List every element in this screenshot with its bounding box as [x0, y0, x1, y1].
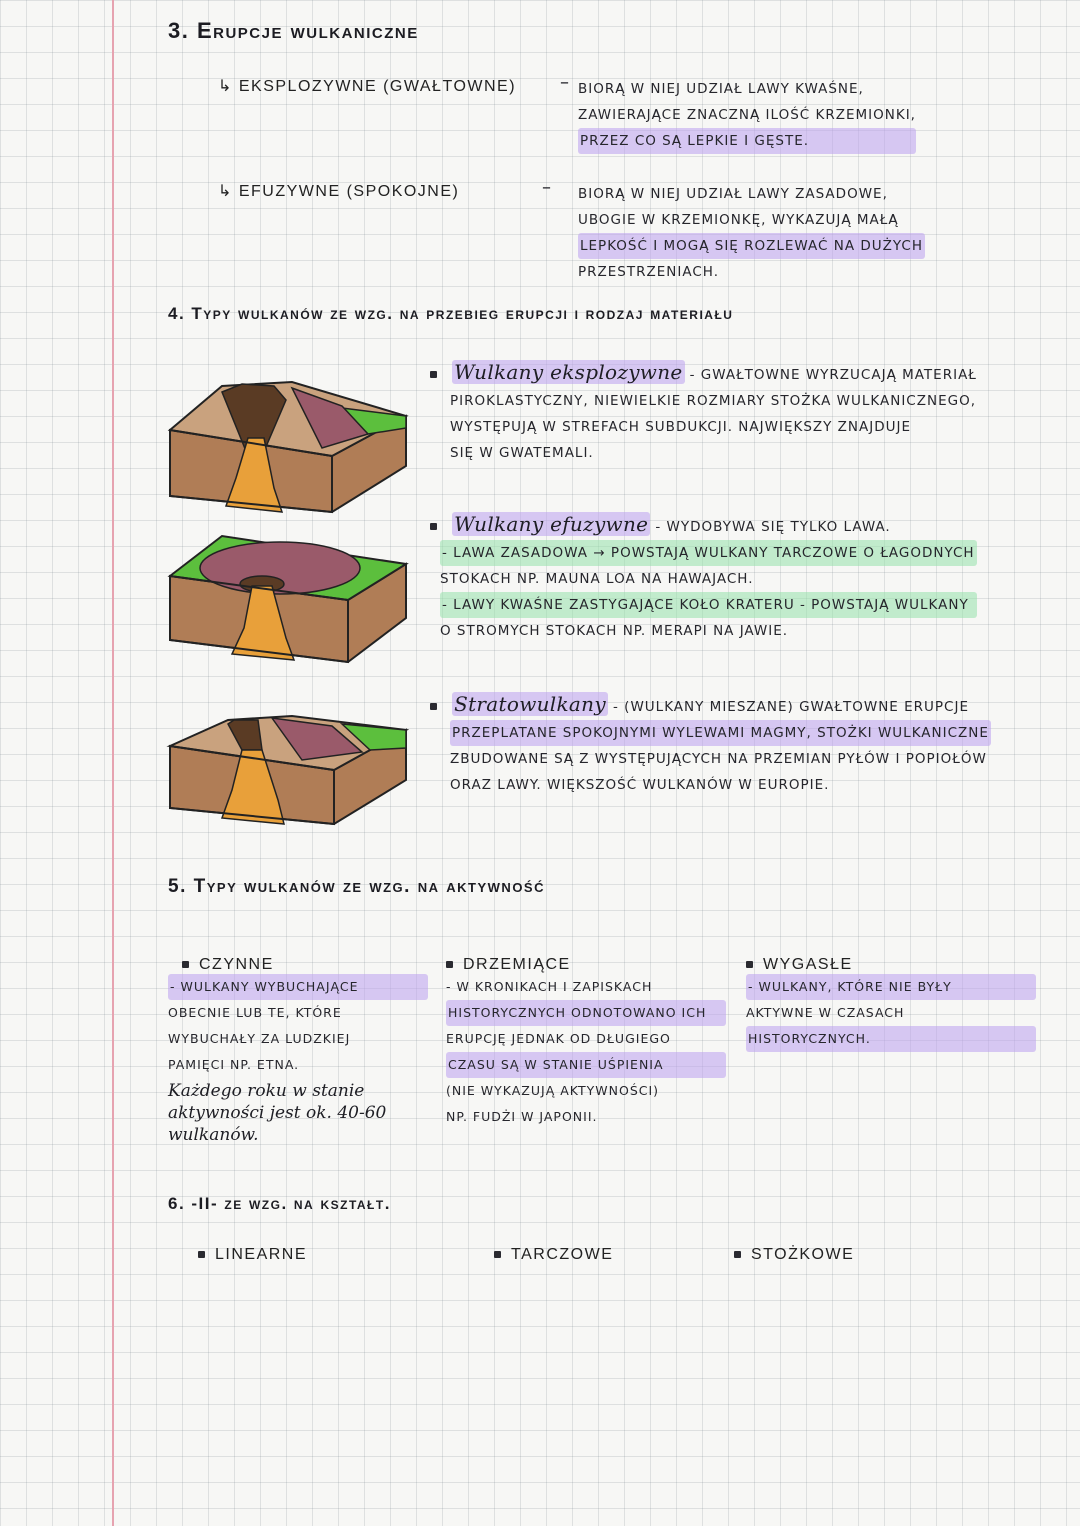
- wulkany-eksplozywne-title: Wulkany eksplozywne: [454, 360, 683, 384]
- shape-linearne: LINEARNE: [198, 1246, 307, 1264]
- bullet: [182, 961, 189, 968]
- section-3-title: 3. Erupcje wulkaniczne: [168, 18, 419, 43]
- effusive-volcano-drawing: [162, 528, 414, 668]
- czynne-label: CZYNNE: [199, 956, 274, 973]
- explosive-volcano-drawing: [162, 378, 414, 518]
- efuzywne-label: ↳ EFUZYWNE (SPOKOJNE): [218, 183, 460, 200]
- stratovolcano-drawing: [162, 690, 414, 830]
- wulkany-eksplozywne: Wulkany eksplozywne - GWAŁTOWNE WYRZUCAJĄ MATERIAŁ PIROKLASTYCZNY, NIEWIELKIE ROZMIARY STOŻKA WULKANICZNEGO, WYSTĘPUJĄ W STREFACH SUBDUKCJI. NAJWIĘKSZY ZNAJDUJE SIĘ W GWATEMALI.: [430, 360, 977, 466]
- wulkany-efuzywne-title: Wulkany efuzywne: [454, 512, 649, 536]
- drzemiace-label: DRZEMIĄCE: [463, 956, 571, 973]
- eksplozywne-label: ↳ EKSPLOZYWNE (GWAŁTOWNE): [218, 78, 517, 95]
- bullet: [446, 961, 453, 968]
- czynne: CZYNNE - WULKANY WYBUCHAJĄCE OBECNIE LUB TE, KTÓRE WYBUCHAŁY ZA LUDZKIEJ PAMIĘCI NP. ETNA. Każdego roku w stanie aktywności jest ok. 40-60 wulkanów.: [168, 956, 428, 1146]
- section-5-title: 5. Typy wulkanów ze wzg. na aktywność: [168, 876, 545, 897]
- stratowulkany-title: Stratowulkany: [454, 692, 606, 716]
- bullet: [430, 523, 437, 530]
- stratowulkany: Stratowulkany - (WULKANY MIESZANE) GWAŁTOWNE ERUPCJE PRZEPLATANE SPOKOJNYMI WYLEWAMI MAGMY, STOŻKI WULKANICZNE ZBUDOWANE SĄ Z WYSTĘPUJĄCYCH NA PRZEMIAN PYŁÓW I POPIOŁÓW ORAZ LAWY. WIĘKSZOŚĆ WULKANÓW W EUROPIE.: [430, 692, 991, 798]
- wygasle: WYGASŁE - WULKANY, KTÓRE NIE BYŁY AKTYWNE W CZASACH HISTORYCZNYCH.: [746, 956, 1036, 1052]
- bullet: [734, 1251, 741, 1258]
- efuzywne-desc: BIORĄ W NIEJ UDZIAŁ LAWY ZASADOWE, UBOGIE W KRZEMIONKĘ, WYKAZUJĄ MAŁĄ LEPKOŚĆ I MOGĄ SIĘ ROZLEWAĆ NA DUŻYCH PRZESTRZENIACH.: [578, 186, 923, 280]
- bullet: [198, 1251, 205, 1258]
- drzemiace: DRZEMIĄCE - W KRONIKACH I ZAPISKACH HISTORYCZNYCH ODNOTOWANO ICH ERUPCJĘ JEDNAK OD DŁUGIEGO CZASU SĄ W STANIE UŚPIENIA (NIE WYKAZUJĄ AKTYWNOŚCI) NP. FUDŻI W JAPONII.: [446, 956, 726, 1130]
- bullet: [494, 1251, 501, 1258]
- dash: –: [542, 177, 551, 198]
- eksplozywne-desc: BIORĄ W NIEJ UDZIAŁ LAWY KWAŚNE, ZAWIERAJĄCE ZNACZNĄ ILOŚĆ KRZEMIONKI, PRZEZ CO SĄ LEPKIE I GĘSTE.: [578, 76, 916, 154]
- section-6-title: 6. -II- ze wzg. na kształt.: [168, 1194, 391, 1213]
- bullet: [430, 703, 437, 710]
- margin-line: [112, 0, 114, 1526]
- dash: –: [560, 72, 569, 93]
- shape-tarczowe: TARCZOWE: [494, 1246, 613, 1264]
- wulkany-efuzywne: Wulkany efuzywne - WYDOBYWA SIĘ TYLKO LAWA. - LAWA ZASADOWA → POWSTAJĄ WULKANY TARCZOWE O ŁAGODNYCH STOKACH NP. MAUNA LOA NA HAWAJACH. - LAWY KWAŚNE ZASTYGAJĄCE KOŁO KRATERU - POWSTAJĄ WULKANY O STROMYCH STOKACH NP. MERAPI NA JAWIE.: [430, 512, 977, 644]
- bullet: [746, 961, 753, 968]
- section-4-title: 4. Typy wulkanów ze wzg. na przebieg erupcji i rodzaj materiału: [168, 304, 734, 323]
- bullet: [430, 371, 437, 378]
- shape-stozkowe: STOŻKOWE: [734, 1246, 854, 1264]
- wygasle-label: WYGASŁE: [763, 956, 853, 973]
